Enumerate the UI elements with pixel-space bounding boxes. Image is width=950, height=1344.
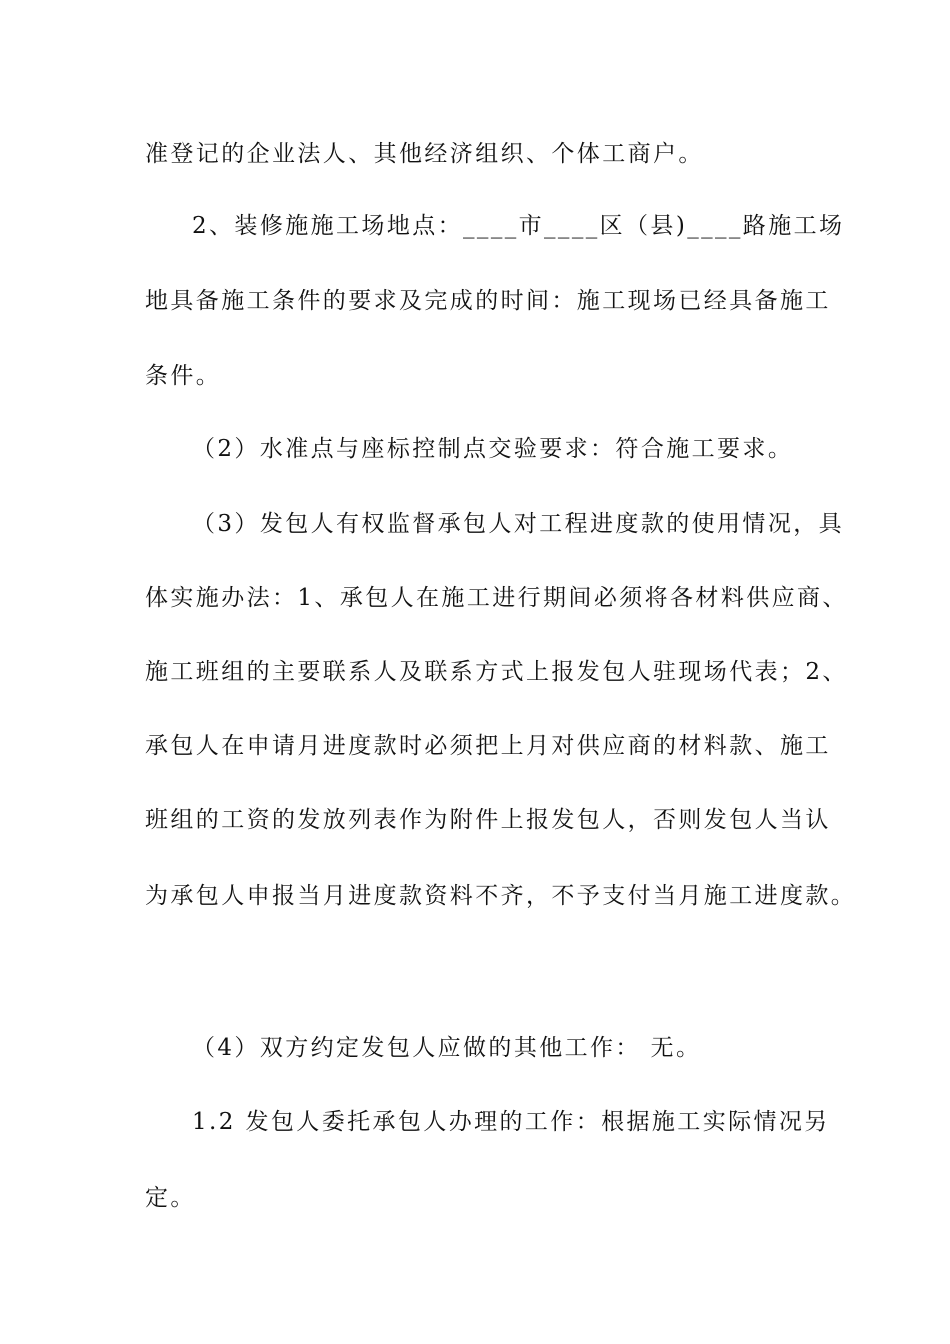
paragraph-line: 定。 xyxy=(145,1185,196,1211)
paragraph-line: 2、装修施施工场地点：____市____区（县)____路施工场 xyxy=(192,213,845,239)
paragraph-line: 施工班组的主要联系人及联系方式上报发包人驻现场代表；2、 xyxy=(145,659,848,685)
paragraph-line: （2）水准点与座标控制点交验要求：符合施工要求。 xyxy=(192,436,794,462)
paragraph-line: （4）双方约定发包人应做的其他工作： 无。 xyxy=(192,1035,702,1061)
paragraph-line: 承包人在申请月进度款时必须把上月对供应商的材料款、施工 xyxy=(145,733,831,759)
paragraph-line: 为承包人申报当月进度款资料不齐，不予支付当月施工进度款。 xyxy=(145,883,857,909)
paragraph-line: 地具备施工条件的要求及完成的时间：施工现场已经具备施工 xyxy=(145,288,831,314)
paragraph-line: 班组的工资的发放列表作为附件上报发包人，否则发包人当认 xyxy=(145,807,831,833)
paragraph-line: 准登记的企业法人、其他经济组织、个体工商户。 xyxy=(145,141,704,167)
paragraph-line: 体实施办法：1、承包人在施工进行期间必须将各材料供应商、 xyxy=(145,585,848,611)
paragraph-line: 条件。 xyxy=(145,363,222,389)
paragraph-line: 1.2 发包人委托承包人办理的工作：根据施工实际情况另 xyxy=(192,1109,830,1135)
paragraph-line: （3）发包人有权监督承包人对工程进度款的使用情况，具 xyxy=(192,511,845,537)
